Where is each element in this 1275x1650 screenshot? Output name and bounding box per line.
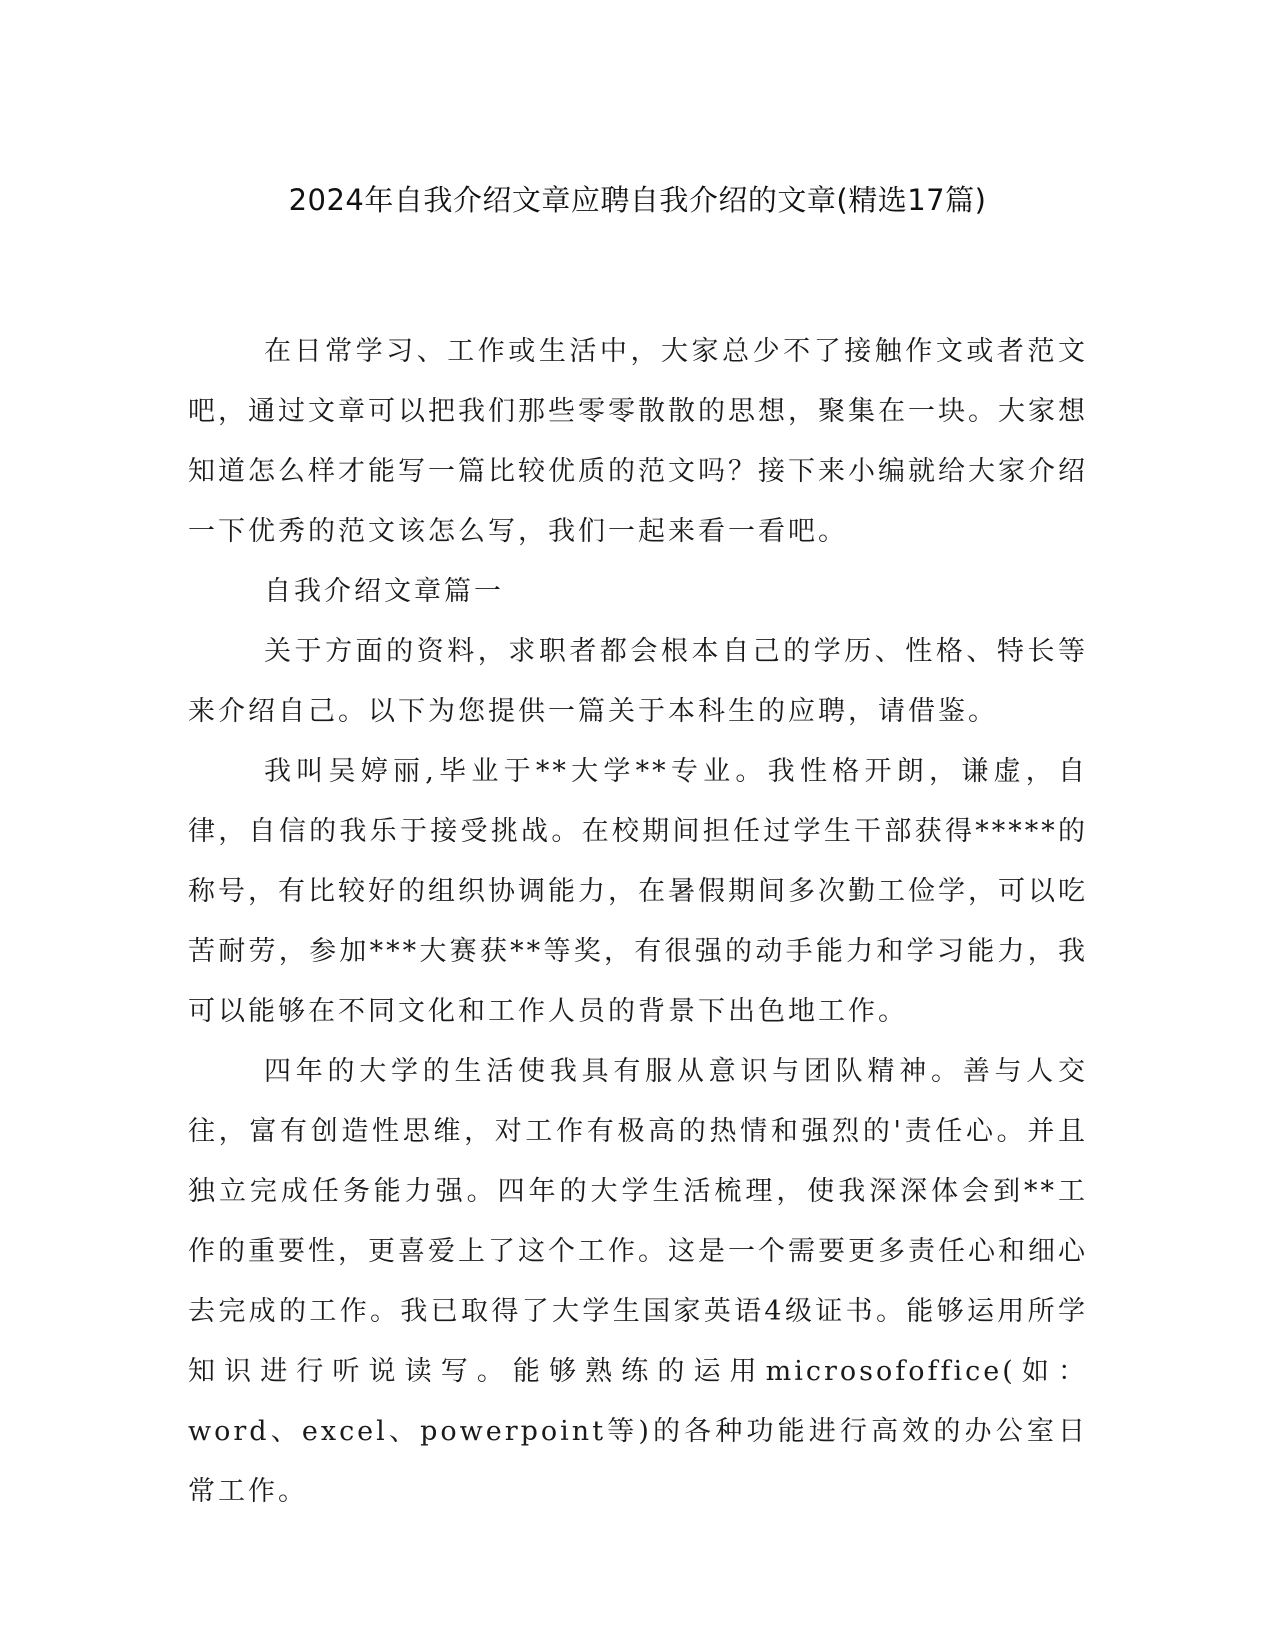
document-body: [188, 322, 1088, 1522]
document-title: 2024年自我介绍文章应聘自我介绍的文章(精选17篇): [288, 183, 987, 217]
intro-paragraph: 在日常学习、工作或生活中，大家总少不了接触作文或者范文吧，通过文章可以把我们那些零零散散的思想，聚集在一块。大家想知道怎么样才能写一篇比较优质的范文吗？接下来小编就给大家介绍一下优秀的范文该怎么写，我们一起来看一看吧。: [188, 336, 1088, 547]
body-paragraph: 关于方面的资料，求职者都会根本自己的学历、性格、特长等来介绍自己。以下为您提供一篇关于本科生的应聘，请借鉴。: [188, 636, 1088, 727]
body-paragraph: 我叫吴婷丽,毕业于**大学**专业。我性格开朗，谦虚，自律，自信的我乐于接受挑战。在校期间担任过学生干部获得*****的称号，有比较好的组织协调能力，在暑假期间多次勤工俭学，可以吃苦耐劳，参加***大赛获**等奖，有很强的动手能力和学习能力，我可以能够在不同文化和工作人员的背景下出色地工作。: [188, 756, 1088, 1027]
section-heading: 自我介绍文章篇一: [264, 576, 504, 607]
body-paragraph: 四年的大学的生活使我具有服从意识与团队精神。善与人交往，富有创造性思维，对工作有极高的热情和强烈的'责任心。并且独立完成任务能力强。四年的大学生活梳理，使我深深体会到**工作的重要性，更喜爱上了这个工作。这是一个需要更多责任心和细心去完成的工作。我已取得了大学生国家英语4级证书。能够运用所学知识进行听说读写。能够熟练的运用microsofoffice(如：word、excel、powerpoint等)的各种功能进行高效的办公室日常工作。: [188, 1056, 1088, 1507]
